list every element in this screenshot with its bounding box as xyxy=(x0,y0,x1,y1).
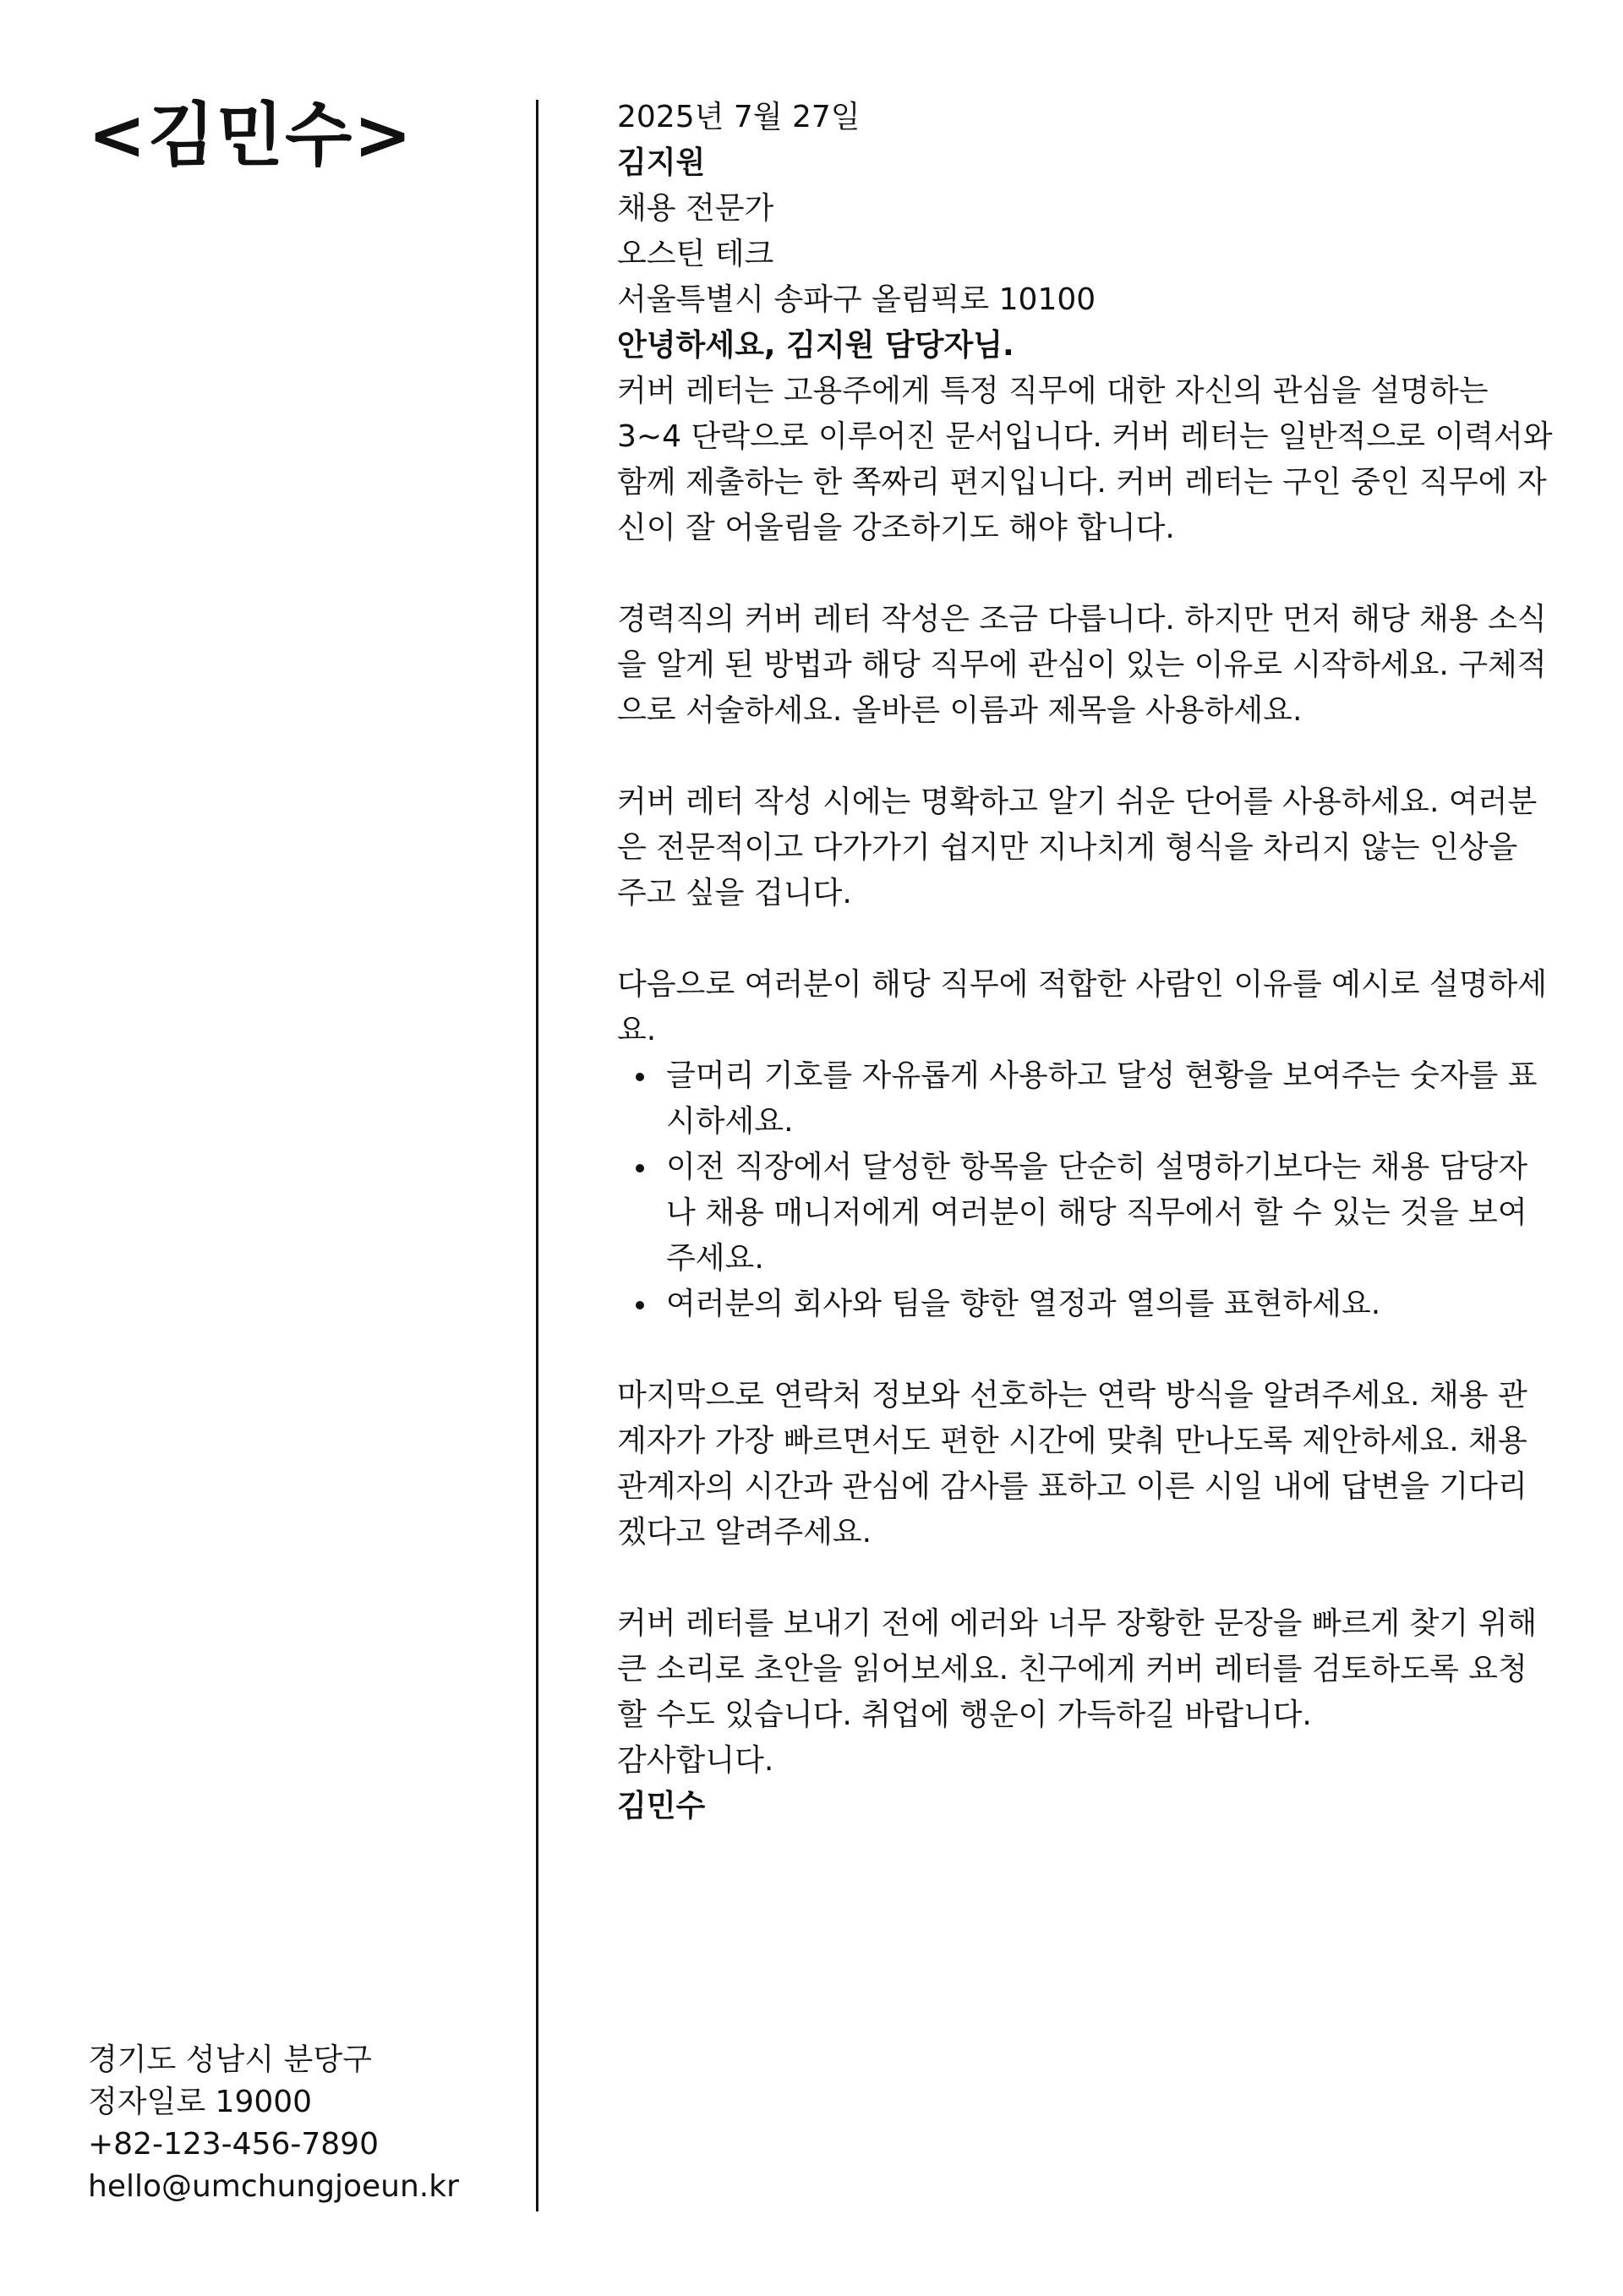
sender-address-line1: 경기도 성남시 분당구 xyxy=(88,2042,372,2077)
body-paragraph: 마지막으로 연락처 정보와 선호하는 연락 방식을 알려주세요. 채용 관계자가 가장 빠르면서도 편한 시간에 맞춰 만나도록 제안하세요. 채용 관계자의 시간과 관심에 감사를 표하고 이른 시일 내에 답변을 기다리겠다고 알려주세요. xyxy=(617,1378,1527,1550)
bullet-dot-icon xyxy=(636,1073,644,1081)
bullet-text: 글머리 기호를 자유롭게 사용하고 달성 현황을 보여주는 숫자를 표시하세요. xyxy=(666,1058,1538,1139)
bullet-item xyxy=(617,1282,1555,1327)
bullet-dot-icon xyxy=(636,1164,644,1173)
body-paragraph: 커버 레터는 고용주에게 특정 직무에 대한 자신의 관심을 설명하는 3~4 단락으로 이루어진 문서입니다. 커버 레터는 일반적으로 이력서와 함께 제출하는 한 쪽짜리 편지입니다. 커버 레터는 구인 중인 직무에 자신이 잘 어울림을 강조하기도 해야 합니다. xyxy=(617,374,1553,545)
bullet-item xyxy=(617,1145,1555,1282)
letter-body xyxy=(617,95,1555,1829)
bullet-item xyxy=(617,1053,1555,1145)
bullet-dot-icon xyxy=(636,1301,644,1309)
body-paragraph: 커버 레터 작성 시에는 명확하고 알기 쉬운 단어를 사용하세요. 여러분은 전문적이고 다가가기 쉽지만 지나치게 형식을 차리지 않는 인상을 주고 싶을 겁니다. xyxy=(617,784,1538,910)
bullet-text: 이전 직장에서 달성한 항목을 단순히 설명하기보다는 채용 담당자나 채용 매니저에게 여러분이 해당 직무에서 할 수 있는 것을 보여주세요. xyxy=(666,1150,1528,1276)
body-paragraph: 커버 레터를 보내기 전에 에러와 너무 장황한 문장을 빠르게 찾기 위해 큰 소리로 초안을 읽어보세요. 친구에게 커버 레터를 검토하도록 요청할 수도 있습니다. 취업에 행운이 가득하길 바랍니다. xyxy=(617,1606,1538,1732)
recipient-block xyxy=(617,140,1555,323)
letter-closing: 감사합니다. xyxy=(617,1743,774,1778)
sender-name-heading: <김민수> xyxy=(88,96,414,176)
sender-contact-block xyxy=(88,2039,459,2208)
body-paragraph: 경력직의 커버 레터 작성은 조금 다릅니다. 하지만 먼저 해당 채용 소식을 알게 된 방법과 해당 직무에 관심이 있는 이유로 시작하세요. 구체적으로 서술하세요. 올바른 이름과 제목을 사용하세요. xyxy=(617,602,1547,728)
bullet-list xyxy=(617,1053,1555,1327)
recipient-address: 서울특별시 송파구 올림픽로 10100 xyxy=(617,282,1096,317)
sender-email: hello@umchungjoeun.kr xyxy=(88,2169,459,2204)
recipient-title: 채용 전문가 xyxy=(617,191,774,226)
recipient-company: 오스틴 테크 xyxy=(617,237,774,271)
recipient-name: 김지원 xyxy=(617,145,706,180)
sender-address-line2: 정자일로 19000 xyxy=(88,2085,313,2119)
letter-date: 2025년 7월 27일 xyxy=(617,100,861,134)
bullet-text: 여러분의 회사와 팀을 향한 열정과 열의를 표현하세요. xyxy=(666,1287,1381,1321)
letter-signature: 김민수 xyxy=(617,1789,706,1823)
letter-greeting: 안녕하세요, 김지원 담당자님. xyxy=(617,328,1014,363)
vertical-divider xyxy=(536,100,538,2211)
body-paragraph: 다음으로 여러분이 해당 직무에 적합한 사람인 이유를 예시로 설명하세요. xyxy=(617,967,1548,1047)
sender-phone: +82-123-456-7890 xyxy=(88,2127,379,2162)
